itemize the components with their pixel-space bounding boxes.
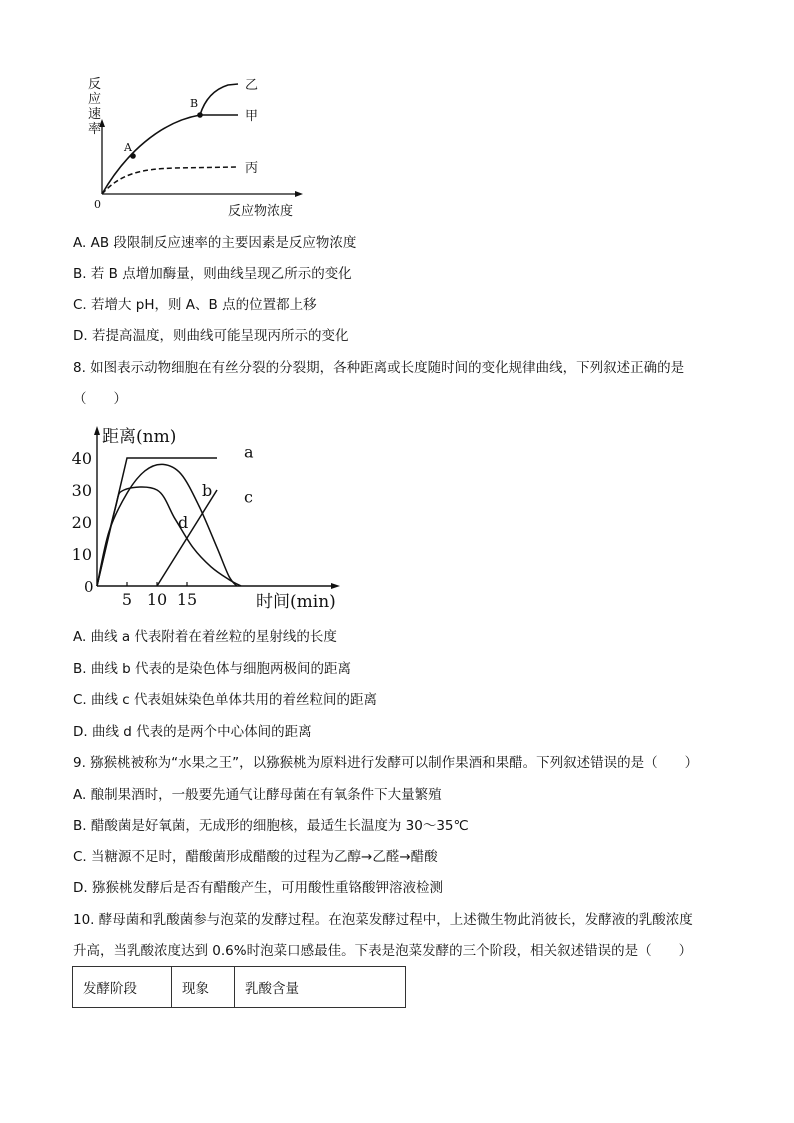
curve-bing-label: 丙: [245, 161, 259, 176]
series-label-d: d: [178, 513, 189, 532]
curve-yi-label: 乙: [245, 78, 259, 93]
y-tick-label: 40: [71, 449, 92, 468]
enzyme-rate-chart: [80, 72, 310, 222]
y-axis-arrow-icon: [94, 426, 100, 435]
x-axis-label: 反应物浓度: [228, 204, 294, 219]
series-label-b: b: [202, 481, 213, 500]
table-header-cell: 发酵阶段: [73, 967, 172, 1008]
y-tick-label: 20: [71, 513, 92, 532]
q10-stem-line1: 10. 酵母菌和乳酸菌参与泡菜的发酵过程。在泡菜发酵过程中，上述微生物此消彼长，发酵液的乳酸浓度: [73, 912, 693, 928]
q9-option-c: C. 当糖源不足时，醋酸菌形成醋酸的过程为乙醇→乙醛→醋酸: [73, 849, 438, 865]
mitosis-distance-chart: [68, 418, 358, 618]
x-axis-arrow-icon: [295, 191, 303, 197]
q7-option-b: B. 若 B 点增加酶量，则曲线呈现乙所示的变化: [73, 266, 352, 282]
q10-stem-line2: 升高，当乳酸浓度达到 0.6%时泡菜口感最佳。下表是泡菜发酵的三个阶段，相关叙述错误的是（ ）: [73, 943, 693, 959]
x-tick-label: 15: [176, 590, 198, 609]
q8-option-d: D. 曲线 d 代表的是两个中心体间的距离: [73, 724, 312, 740]
q9-option-d: D. 猕猴桃发酵后是否有醋酸产生，可用酸性重铬酸钾溶液检测: [73, 880, 443, 896]
series-line-a: [97, 458, 217, 586]
table-header-cell: 现象: [172, 967, 235, 1008]
y-axis-label: 距离(nm): [102, 427, 177, 447]
point-b-label: B: [190, 97, 199, 110]
point-a-label: A: [124, 141, 132, 154]
y-label-char-1: 反: [88, 77, 102, 92]
x-tick-label: 5: [121, 590, 133, 609]
q8-stem-line1: 8. 如图表示动物细胞在有丝分裂的分裂期，各种距离或长度随时间的变化规律曲线，下列叙述正确的是: [73, 360, 685, 376]
q7-option-c: C. 若增大 pH，则 A、B 点的位置都上移: [73, 297, 317, 313]
point-b-dot: [197, 112, 203, 118]
series-label-c: c: [244, 487, 253, 507]
origin-label: 0: [94, 198, 101, 211]
y-tick-label: 30: [71, 481, 92, 500]
curve-yi: [200, 84, 238, 115]
curve-jia-label: 甲: [245, 109, 259, 124]
q8-option-b: B. 曲线 b 代表的是染色体与细胞两极间的距离: [73, 661, 351, 677]
y-tick-label: 10: [71, 545, 92, 564]
q7-option-d: D. 若提高温度，则曲线可能呈现丙所示的变化: [73, 328, 349, 344]
q9-stem: 9. 猕猴桃被称为“水果之王”，以猕猴桃为原料进行发酵可以制作果酒和果醋。下列叙述错误的是（ ）: [73, 755, 699, 771]
q7-option-a: A. AB 段限制反应速率的主要因素是反应物浓度: [73, 235, 357, 251]
x-axis-label: 时间(min): [256, 592, 336, 612]
curve-bing: [102, 167, 238, 194]
x-axis-arrow-icon: [331, 583, 340, 589]
series-line-d: [97, 487, 241, 586]
origin-label: 0: [84, 578, 94, 596]
table-header-cell: 乳酸含量: [235, 967, 406, 1008]
curve-jia: [102, 115, 238, 194]
q8-stem-line2: （ ）: [73, 391, 127, 407]
y-label-char-3: 速: [88, 107, 102, 122]
q9-option-b: B. 醋酸菌是好氧菌，无成形的细胞核，最适生长温度为 30～35℃: [73, 818, 469, 834]
table-header-row: [73, 967, 406, 1008]
q9-option-a: A. 酿制果酒时，一般要先通气让酵母菌在有氧条件下大量繁殖: [73, 787, 442, 803]
x-tick-label: 10: [146, 590, 168, 609]
q8-option-a: A. 曲线 a 代表附着在着丝粒的星射线的长度: [73, 629, 337, 645]
y-label-char-2: 应: [88, 92, 102, 107]
y-label-char-4: 率: [88, 122, 102, 137]
series-line-b: [97, 464, 237, 586]
point-a-dot: [130, 153, 136, 159]
series-label-a: a: [244, 442, 254, 462]
fermentation-table: [72, 966, 406, 1008]
q8-option-c: C. 曲线 c 代表姐妹染色单体共用的着丝粒间的距离: [73, 692, 378, 708]
